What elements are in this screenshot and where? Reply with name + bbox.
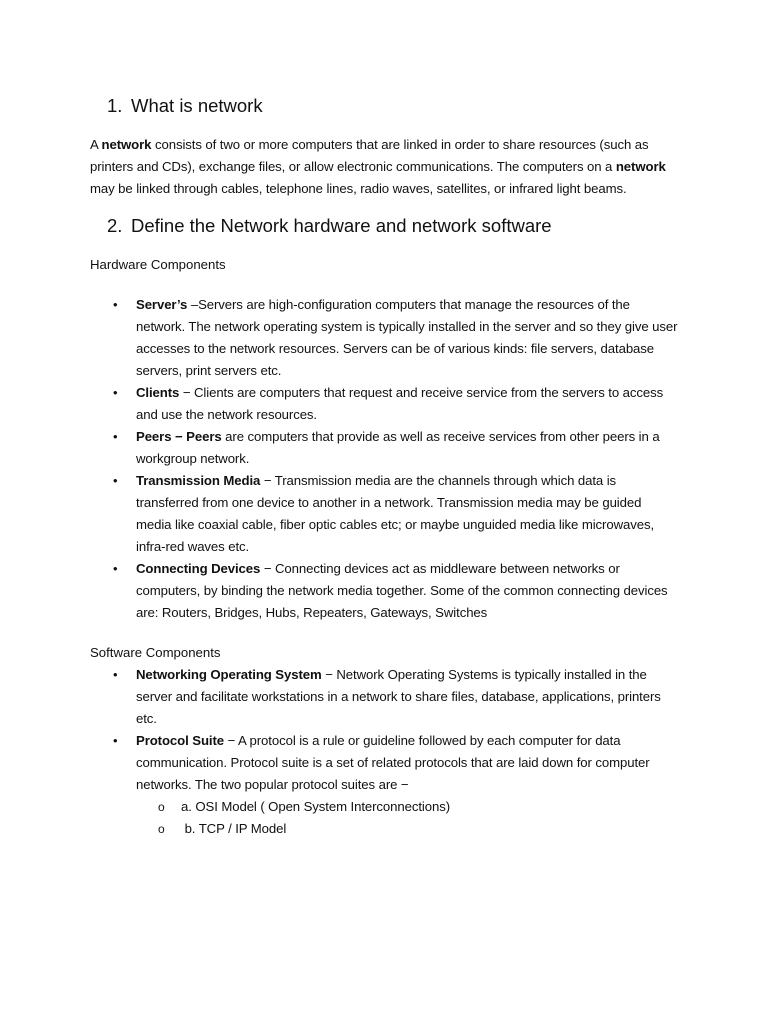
sub-item-osi-model	[136, 796, 680, 818]
bullet-icon: •	[113, 733, 118, 748]
list-item-servers	[90, 294, 680, 382]
bold-term: Peers	[136, 429, 172, 444]
circle-bullet-icon: o	[158, 800, 165, 814]
bold-term: Clients	[136, 385, 180, 400]
bold-term: Server’s	[136, 297, 188, 312]
bold-term: network	[615, 159, 666, 174]
bullet-icon: •	[113, 473, 118, 488]
list-item-clients	[90, 382, 680, 426]
item-text: − Clients are computers that request and receive service from the servers to access and use the network resources.	[136, 385, 664, 422]
list-item-networking-os	[90, 664, 680, 730]
heading-what-is-network	[90, 92, 680, 120]
item-text: − Network Operating Systems is typically installed in the server and facilitate workstations in a network to share files, database, applications, printers etc.	[136, 667, 661, 726]
item-text: − Transmission media are the channels through which data is transferred from one device to another in a network. Transmission media may be guided media like coaxial cable, fiber optic cables etc; or maybe unguided media like microwaves, infra-red waves etc.	[136, 473, 655, 554]
bold-term: Peers	[186, 429, 222, 444]
item-text: –Servers are high-configuration computers that manage the resources of the network. The network operating system is typically installed in the server and so they give user accesses to the network resources. Servers can be of various kinds: file servers, database servers, print servers etc.	[136, 297, 678, 378]
document-page	[90, 92, 680, 840]
protocol-suite-sublist	[136, 796, 680, 840]
sub-item-text: a. OSI Model ( Open System Interconnections)	[181, 799, 450, 814]
text-run: A	[90, 137, 102, 152]
bold-term: Protocol Suite	[136, 733, 224, 748]
heading-title: Define the Network hardware and network software	[131, 215, 552, 236]
list-item-peers	[90, 426, 680, 470]
list-item-protocol-suite	[90, 730, 680, 840]
item-text: − Connecting devices act as middleware between networks or computers, by binding the network media together. Some of the common connecting devices are: Routers, Bridges, Hubs, Repeaters, Gateways, Switches	[136, 561, 668, 620]
item-text: − A protocol is a rule or guideline followed by each computer for data communication. Protocol suite is a set of related protocols that are laid down for computer networks. The two popular protocol suites are −	[136, 733, 650, 792]
sub-item-text: b. TCP / IP Model	[181, 821, 287, 836]
item-text: are computers that provide as well as receive services from other peers in a workgroup network.	[136, 429, 660, 466]
hardware-components-list	[90, 294, 680, 624]
text-run: consists of two or more computers that are linked in order to share resources (such as printers and CDs), exchange files, or allow electronic communications. The computers on a	[90, 137, 649, 174]
heading-define-hardware-software	[90, 212, 680, 240]
text-run: may be linked through cables, telephone lines, radio waves, satellites, or infrared light beams.	[90, 181, 627, 196]
bullet-icon: •	[113, 297, 118, 312]
hardware-components-label: Hardware Components	[90, 257, 226, 272]
bullet-icon: •	[113, 561, 118, 576]
circle-bullet-icon: o	[158, 822, 165, 836]
bullet-icon: •	[113, 667, 118, 682]
network-definition-paragraph	[90, 134, 680, 200]
heading-title: What is network	[131, 95, 263, 116]
software-components-label: Software Components	[90, 645, 221, 660]
bold-term: network	[101, 137, 152, 152]
bullet-icon: •	[113, 429, 118, 444]
bold-term: Connecting Devices	[136, 561, 261, 576]
heading-number: 1.	[107, 95, 123, 116]
heading-number: 2.	[107, 215, 123, 236]
bullet-icon: •	[113, 385, 118, 400]
bold-dash: −	[171, 429, 187, 444]
bold-term: Networking Operating System	[136, 667, 322, 682]
bold-term: Transmission Media	[136, 473, 261, 488]
list-item-connecting-devices	[90, 558, 680, 624]
list-item-transmission-media	[90, 470, 680, 558]
software-components-list	[90, 664, 680, 840]
sub-item-tcp-ip-model	[136, 818, 680, 840]
